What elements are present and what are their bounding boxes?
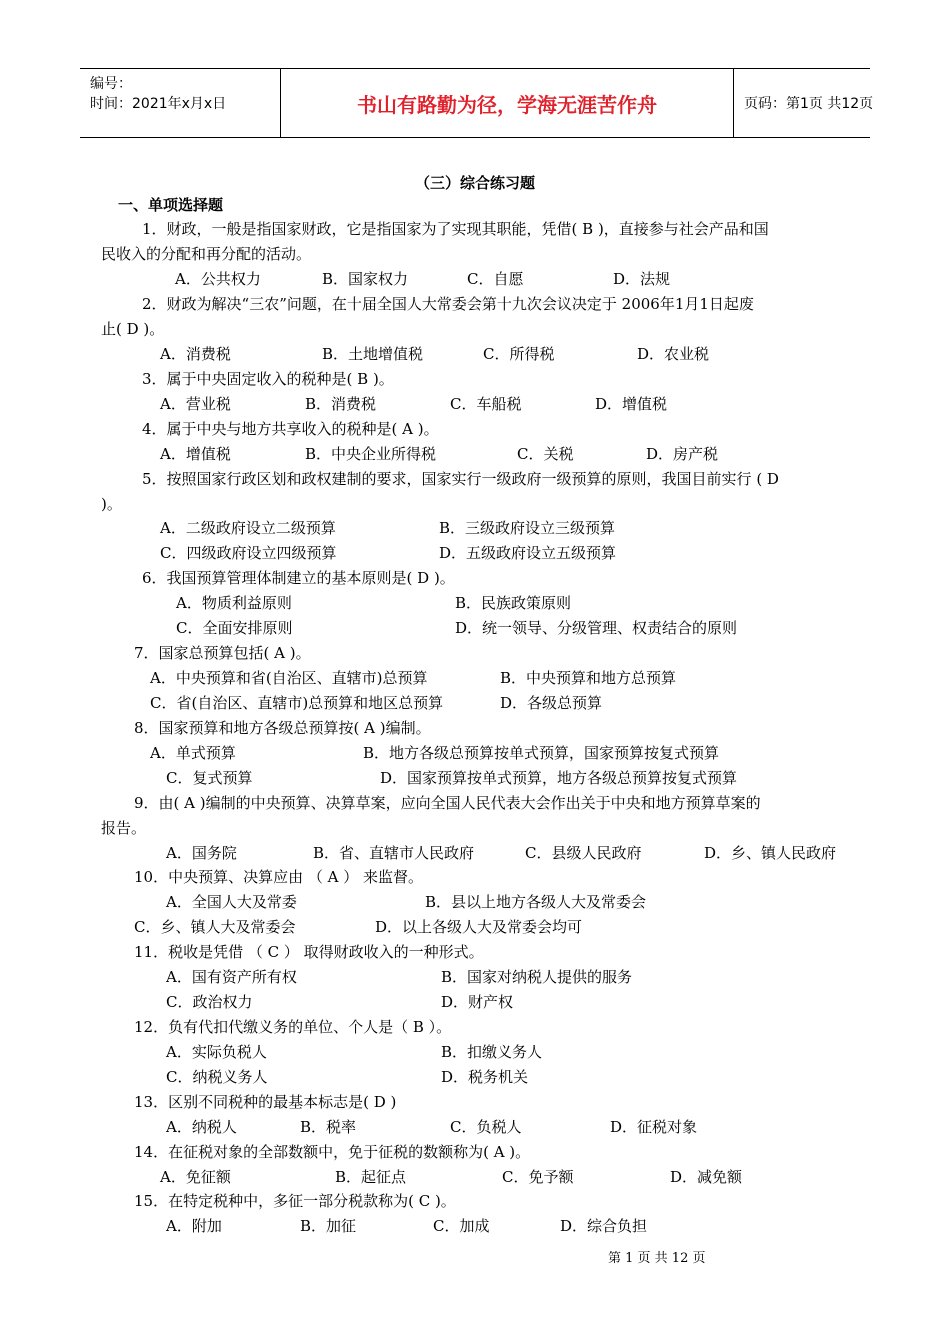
page-footer: 第 1 页 共 12 页 xyxy=(608,1251,706,1266)
question-10: 10．中央预算、决算应由 （ A ） 来监督。 xyxy=(134,868,423,886)
option: A．纳税人 xyxy=(166,1118,237,1136)
option: A．免征额 xyxy=(160,1168,231,1186)
option: B．地方各级总预算按单式预算，国家预算按复式预算 xyxy=(363,744,720,762)
option: B．中央预算和地方总预算 xyxy=(500,669,677,687)
document-number: 编号： xyxy=(90,76,132,92)
option: C．复式预算 xyxy=(166,769,253,787)
question-11: 11．税收是凭借 （ C ） 取得财政收入的一种形式。 xyxy=(134,943,484,961)
option: D．房产税 xyxy=(646,445,719,463)
question-3: 3．属于中央固定收入的税种是( B )。 xyxy=(142,370,394,388)
option: A．附加 xyxy=(166,1217,222,1235)
option: A．全国人大及常委 xyxy=(166,893,297,911)
option: C．乡、镇人大及常委会 xyxy=(134,918,296,936)
question-7: 7．国家总预算包括( A )。 xyxy=(134,644,311,662)
option: C．所得税 xyxy=(483,345,555,363)
question-12: 12．负有代扣代缴义务的单位、个人是（ B ）。 xyxy=(134,1018,452,1036)
option: A．公共权力 xyxy=(175,270,261,288)
option: A．单式预算 xyxy=(150,744,236,762)
question-4: 4．属于中央与地方共享收入的税种是( A )。 xyxy=(142,420,439,438)
option: D．国家预算按单式预算，地方各级总预算按复式预算 xyxy=(380,769,738,787)
option: D．征税对象 xyxy=(610,1118,698,1136)
option: C．四级政府设立四级预算 xyxy=(160,544,337,562)
option: B．中央企业所得税 xyxy=(305,445,437,463)
question-9: 9．由( A )编制的中央预算、决算草案，应向全国人民代表大会作出关于中央和地方预算草案的 xyxy=(134,794,761,812)
option: D．各级总预算 xyxy=(500,694,603,712)
option: D．税务机关 xyxy=(441,1068,529,1086)
option: A．增值税 xyxy=(160,445,231,463)
question-6: 6．我国预算管理体制建立的基本原则是( D )。 xyxy=(142,569,455,587)
option: C．关税 xyxy=(517,445,574,463)
option: A．二级政府设立二级预算 xyxy=(160,519,336,537)
option: C．纳税义务人 xyxy=(166,1068,268,1086)
option: D．财产权 xyxy=(441,993,514,1011)
header-motto: 书山有路勤为径，学海无涯苦作舟 xyxy=(280,69,734,137)
page-header xyxy=(80,68,874,138)
option: A．营业税 xyxy=(160,395,231,413)
option: A．国务院 xyxy=(166,844,237,862)
option: A．中央预算和省(自治区、直辖市)总预算 xyxy=(150,669,428,687)
option: B．起征点 xyxy=(335,1168,407,1186)
option: A．国有资产所有权 xyxy=(166,968,297,986)
option: B．消费税 xyxy=(305,395,377,413)
option: B．省、直辖市人民政府 xyxy=(313,844,475,862)
option: B．加征 xyxy=(300,1217,357,1235)
option: D．农业税 xyxy=(637,345,710,363)
option: D．五级政府设立五级预算 xyxy=(439,544,617,562)
option: B．扣缴义务人 xyxy=(441,1043,543,1061)
question-1-cont: 民收入的分配和再分配的活动。 xyxy=(101,245,312,263)
option: C．县级人民政府 xyxy=(525,844,642,862)
question-9-cont: 报告。 xyxy=(101,819,147,837)
option: D．统一领导、分级管理、权责结合的原则 xyxy=(455,619,738,637)
option: B．国家对纳税人提供的服务 xyxy=(441,968,633,986)
option: D．乡、镇人民政府 xyxy=(704,844,837,862)
option: C．省(自治区、直辖市)总预算和地区总预算 xyxy=(150,694,444,712)
option: B．民族政策原则 xyxy=(455,594,572,612)
option: C．负税人 xyxy=(450,1118,522,1136)
option: D．法规 xyxy=(613,270,671,288)
option: C．加成 xyxy=(433,1217,490,1235)
option: A．物质利益原则 xyxy=(176,594,292,612)
option: B．土地增值税 xyxy=(322,345,424,363)
option: C．全面安排原则 xyxy=(176,619,293,637)
section-heading: 一、单项选择题 xyxy=(118,196,224,214)
option: D．增值税 xyxy=(595,395,668,413)
question-5-cont: )。 xyxy=(101,495,122,513)
option: A．消费税 xyxy=(160,345,231,363)
option: C．车船税 xyxy=(450,395,522,413)
question-13: 13．区别不同税种的最基本标志是( D ) xyxy=(134,1093,397,1111)
question-15: 15．在特定税种中，多征一部分税款称为( C )。 xyxy=(134,1192,456,1210)
question-2-cont: 止( D )。 xyxy=(101,320,165,338)
option: A．实际负税人 xyxy=(166,1043,267,1061)
question-8: 8．国家预算和地方各级总预算按( A )编制。 xyxy=(134,719,431,737)
option: C．政治权力 xyxy=(166,993,253,1011)
question-2: 2．财政为解决“三农”问题，在十届全国人大常委会第十九次会议决定于 2006年1月1日起废 xyxy=(142,295,754,313)
option: C．自愿 xyxy=(467,270,524,288)
header-page-info: 页码：第1页 共12页 xyxy=(744,96,874,112)
document-title: （三）综合练习题 xyxy=(414,174,535,192)
question-5: 5．按照国家行政区划和政权建制的要求，国家实行一级政府一级预算的原则，我国目前实行 ( D xyxy=(142,470,779,488)
header-meta xyxy=(80,69,280,137)
option: B．税率 xyxy=(300,1118,357,1136)
option: D．减免额 xyxy=(670,1168,743,1186)
option: D．以上各级人大及常委会均可 xyxy=(375,918,583,936)
option: C．免予额 xyxy=(502,1168,574,1186)
question-1: 1．财政，一般是指国家财政，它是指国家为了实现其职能，凭借( B )，直接参与社会产品和国 xyxy=(142,220,769,238)
question-14: 14．在征税对象的全部数额中，免于征税的数额称为( A )。 xyxy=(134,1143,531,1161)
option: B．国家权力 xyxy=(322,270,409,288)
document-date: 时间：2021年x月x日 xyxy=(90,96,227,112)
option: B．县以上地方各级人大及常委会 xyxy=(425,893,647,911)
option: D．综合负担 xyxy=(560,1217,648,1235)
option: B．三级政府设立三级预算 xyxy=(439,519,616,537)
